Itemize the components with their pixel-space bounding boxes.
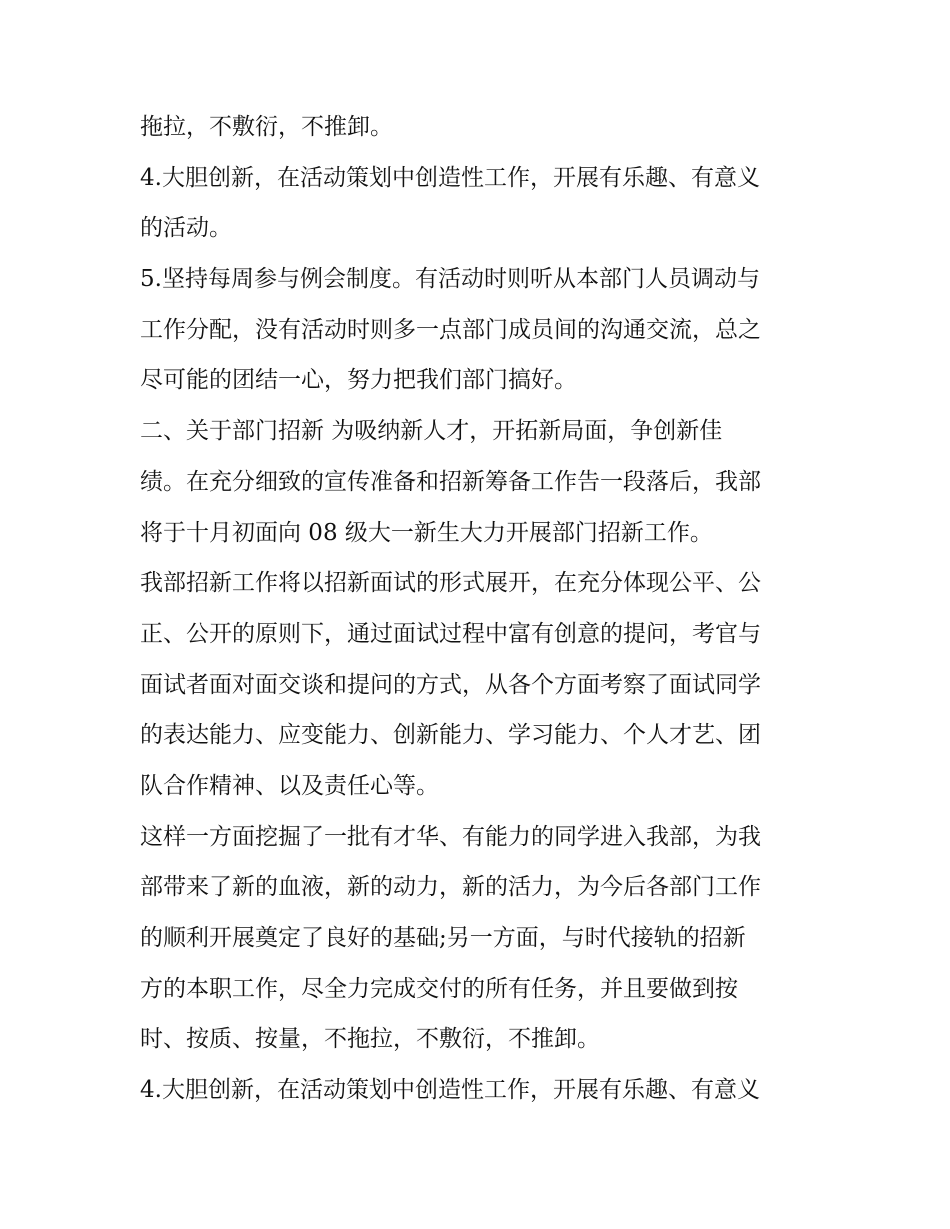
text-line: 的活动。 xyxy=(140,215,232,242)
text-line: 队合作精神、以及责任心等。 xyxy=(140,772,439,799)
text-line: 面试者面对面交谈和提问的方式，从各个方面考察了面试同学 xyxy=(140,671,761,698)
text-line: 的顺利开展奠定了良好的基础;另一方面，与时代接轨的招新 xyxy=(140,925,746,951)
text-line: 正、公开的原则下，通过面试过程中富有创意的提问，考官与 xyxy=(140,620,761,647)
text-line: 拖拉，不敷衍，不推卸。 xyxy=(140,114,393,140)
text-line: 绩。在充分细致的宣传准备和招新筹备工作告一段落后，我部 xyxy=(140,468,761,495)
text-line: 部带来了新的血液，新的动力，新的活力，为今后各部门工作 xyxy=(140,874,761,901)
text-line: 将于十月初面向 08 级大一新生大力开展部门招新工作。 xyxy=(140,519,713,546)
text-line: 尽可能的团结一心，努力把我们部门搞好。 xyxy=(140,367,577,394)
document-body xyxy=(140,102,830,1116)
text-line: 方的本职工作，尽全力完成交付的所有任务，并且要做到按 xyxy=(140,975,738,1002)
text-line: 4.大胆创新，在活动策划中创造性工作，开展有乐趣、有意义 xyxy=(140,164,760,191)
text-line: 这样一方面挖掘了一批有才华、有能力的同学进入我部，为我 xyxy=(140,823,761,850)
text-line: 我部招新工作将以招新面试的形式展开，在充分体现公平、公 xyxy=(140,570,761,597)
text-line: 4.大胆创新，在活动策划中创造性工作，开展有乐趣、有意义 xyxy=(140,1077,760,1104)
text-line: 5.坚持每周参与例会制度。有活动时则听从本部门人员调动与 xyxy=(140,266,760,293)
text-line: 二、关于部门招新 为吸纳新人才，开拓新局面，争创新佳 xyxy=(140,418,723,445)
text-line: 时、按质、按量，不拖拉，不敷衍，不推卸。 xyxy=(140,1026,600,1053)
text-line: 工作分配，没有活动时则多一点部门成员间的沟通交流，总之 xyxy=(140,316,761,343)
text-line: 的表达能力、应变能力、创新能力、学习能力、个人才艺、团 xyxy=(140,722,761,749)
